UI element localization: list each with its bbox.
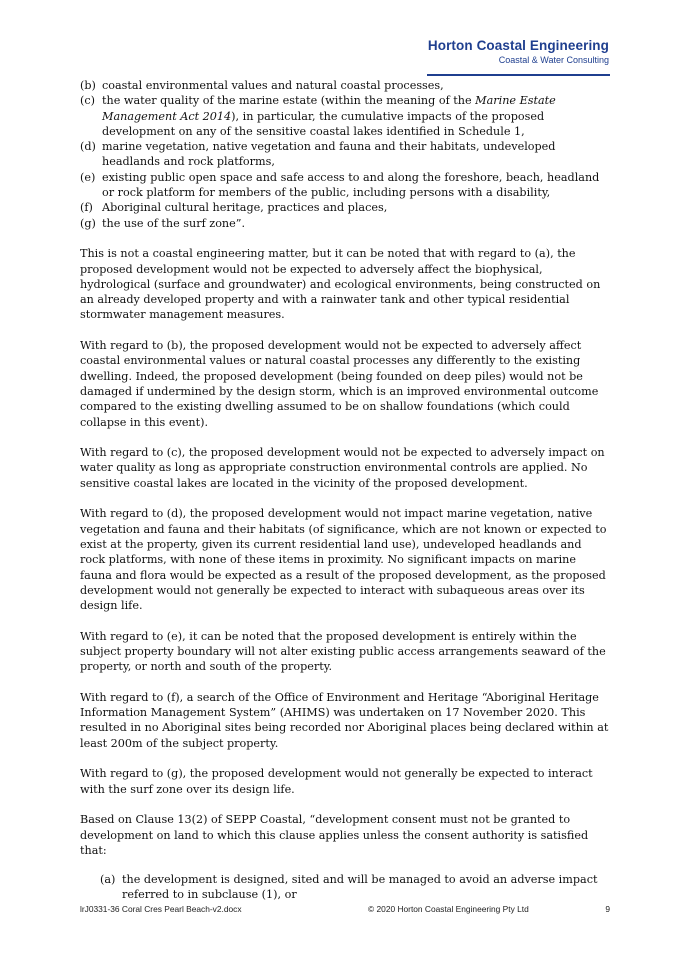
page-number: 9: [605, 904, 610, 914]
list-item-text: ), in particular, the cumulative impacts of the proposed development on any of the sensitive coastal lakes identified in Schedule 1,: [102, 109, 545, 138]
list-item-label: (g): [80, 216, 96, 230]
list-item: [80, 200, 610, 215]
list-item-label: (f): [80, 201, 93, 215]
paragraph: With regard to (c), the proposed development would not be expected to adversely impact on water quality as long as appropriate construction environmental controls are applied. No sensitive coastal lakes are located in the vicinity of the proposed development.: [80, 446, 605, 490]
list-item-text: the use of the surf zone”.: [102, 216, 246, 230]
list-item-label: (a): [100, 873, 116, 887]
list-item-label: (e): [80, 170, 96, 184]
consent-list: [80, 872, 610, 903]
company-name: Horton Coastal Engineering: [427, 38, 609, 53]
list-item: [80, 93, 610, 139]
list-item: [80, 170, 610, 201]
copyright-notice: © 2020 Horton Coastal Engineering Pty Ltd: [368, 904, 529, 914]
document-filename: lrJ0331-36 Coral Cres Pearl Beach-v2.docx: [80, 904, 242, 914]
clause-list: [80, 78, 610, 231]
list-item-label: (d): [80, 140, 96, 154]
list-item-text: coastal environmental values and natural coastal processes,: [102, 79, 444, 92]
list-item: [100, 872, 610, 903]
paragraph: This is not a coastal engineering matter, but it can be noted that with regard to (a), the proposed development would not be expected to adversely affect the biophysical, hydrological (surface and groundwater) and ecological environments, being constructed on an already developed property and with a rainwater tank and other typical residential stormwater management measures.: [80, 247, 601, 322]
paragraph: With regard to (e), it can be noted that the proposed development is entirely within the subject property boundary will not alter existing public access arrangements seaward of the property, or north and south of the property.: [80, 629, 606, 674]
act-title: Marine Estate Management Act 2014: [102, 94, 556, 123]
paragraph: With regard to (b), the proposed development would not be expected to adversely affect coastal environmental values or natural coastal processes any differently to the existing dwelling. Indeed, the proposed development (being founded on deep piles) would not be damaged if undermined by the design storm, which is an improved environmental outcome compared to the existing dwelling assumed to be on shallow foundations (which could collapse in this event).: [80, 339, 599, 429]
letterhead: [428, 38, 609, 65]
company-tagline: Coastal & Water Consulting: [498, 55, 609, 65]
page-body: [80, 78, 610, 903]
paragraph: Based on Clause 13(2) of SEPP Coastal, “development consent must not be granted to development on land to which this clause applies unless the consent authority is satisfied that:: [80, 813, 589, 857]
list-item-text: existing public open space and safe access to and along the foreshore, beach, headland or rock platform for members of the public, including persons with a disability,: [102, 170, 600, 200]
list-item: [80, 139, 610, 170]
header-rule: [427, 74, 610, 76]
list-item: [80, 216, 610, 231]
list-item-text: the development is designed, sited and will be managed to avoid an adverse impact referred to in subclause (1), or: [122, 873, 598, 902]
list-item-text: marine vegetation, native vegetation and fauna and their habitats, undeveloped headlands and rock platforms,: [102, 140, 556, 169]
list-item: [80, 78, 610, 93]
paragraph: With regard to (g), the proposed development would not generally be expected to interact with the surf zone over its design life.: [80, 767, 593, 796]
list-item-label: (c): [80, 94, 95, 108]
list-item-text: the water quality of the marine estate (within the meaning of the: [102, 94, 476, 108]
list-item-label: (b): [80, 79, 96, 92]
paragraph: With regard to (f), a search of the Office of Environment and Heritage “Aboriginal Heritage Information Management System” (AHIMS) was undertaken on 17 November 2020. This resulted in no Aboriginal sites being recorded nor Aboriginal places being declared within at least 200m of the subject property.: [80, 690, 609, 750]
paragraph: With regard to (d), the proposed development would not impact marine vegetation, native vegetation and fauna and their habitats (of significance, which are not known or expected to exist at the property, given its current residential land use), undeveloped headlands and rock platforms, with none of these items in proximity. No significant impacts on marine fauna and flora would be expected as a result of the proposed development, as the proposed development would not generally be expected to interact with subaqueous areas over its design life.: [80, 507, 607, 613]
list-item-text: Aboriginal cultural heritage, practices and places,: [102, 201, 388, 215]
